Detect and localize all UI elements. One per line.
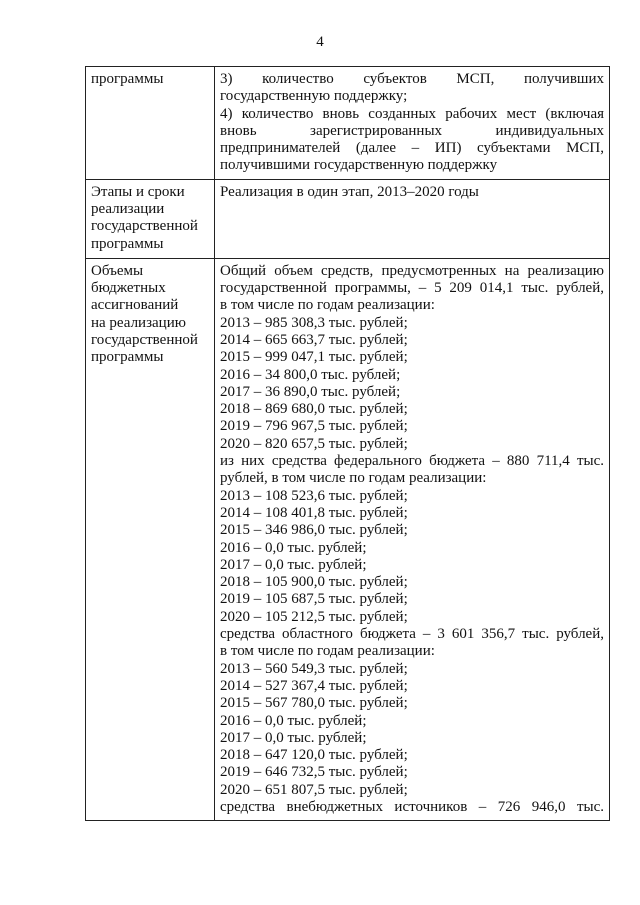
- row-label-cell: [86, 67, 215, 180]
- row-value-line: 2018 – 647 120,0 тыс. рублей;: [220, 747, 408, 764]
- table-row: [86, 67, 610, 180]
- row-label-line: государственной: [91, 218, 198, 235]
- row-value-line: 2019 – 105 687,5 тыс. рублей;: [220, 591, 408, 608]
- row-label-line: программы: [91, 71, 164, 87]
- row-label-line: программы: [91, 349, 164, 366]
- row-value-line: 2018 – 869 680,0 тыс. рублей;: [220, 401, 408, 418]
- row-label-line: ассигнований: [91, 297, 179, 314]
- row-value-cell: [215, 179, 610, 258]
- row-value-line: Реализация в один этап, 2013–2020 годы: [220, 183, 479, 200]
- row-value-line: 2014 – 527 367,4 тыс. рублей;: [220, 677, 408, 694]
- row-value-line: 2019 – 796 967,5 тыс. рублей;: [220, 418, 408, 435]
- row-value-line: 2017 – 0,0 тыс. рублей;: [220, 556, 367, 573]
- row-value-line: 2013 – 108 523,6 тыс. рублей;: [220, 487, 408, 504]
- row-label-cell: [86, 258, 215, 821]
- row-value-line: 2014 – 108 401,8 тыс. рублей;: [220, 504, 408, 521]
- row-value-line: из них средства федерального бюджета – 880 711,4 тыс.: [220, 453, 604, 470]
- row-label-cell: [86, 179, 215, 258]
- row-label-line: Этапы и сроки: [91, 183, 185, 200]
- row-value-line: получившими государственную поддержку: [220, 157, 498, 174]
- row-value-line: 2016 – 34 800,0 тыс. рублей;: [220, 366, 401, 383]
- page-number: 4: [316, 34, 324, 50]
- row-value-line: в том числе по годам реализации:: [220, 643, 435, 660]
- table-row: [86, 258, 610, 821]
- row-value-line: 2015 – 999 047,1 тыс. рублей;: [220, 349, 408, 366]
- row-value-line: 2017 – 0,0 тыс. рублей;: [220, 729, 367, 746]
- row-value-line: 3) количество субъектов МСП, получивших: [220, 71, 604, 87]
- row-value-line: 2015 – 567 780,0 тыс. рублей;: [220, 695, 408, 712]
- row-label-line: программы: [91, 235, 164, 252]
- row-label-line: реализации: [91, 201, 165, 218]
- table-row: [86, 179, 610, 258]
- program-passport-table: [85, 66, 610, 821]
- row-label-line: государственной: [91, 331, 198, 348]
- row-value-line: 2016 – 0,0 тыс. рублей;: [220, 712, 367, 729]
- row-value-line: Общий объем средств, предусмотренных на реализацию: [220, 262, 604, 279]
- row-value-line: 2015 – 346 986,0 тыс. рублей;: [220, 522, 408, 539]
- row-value-line: 2019 – 646 732,5 тыс. рублей;: [220, 764, 408, 781]
- row-value-cell: [215, 67, 610, 180]
- row-label-line: бюджетных: [91, 280, 166, 297]
- row-value-line: 4) количество вновь созданных рабочих мест (включая: [220, 105, 604, 122]
- row-label-line: Объемы: [91, 262, 144, 279]
- row-value-line: государственную поддержку;: [220, 88, 408, 105]
- row-value-line: средства внебюджетных источников – 726 946,0 тыс.: [220, 798, 604, 815]
- row-value-line: средства областного бюджета – 3 601 356,7 тыс. рублей,: [220, 626, 604, 643]
- row-value-line: рублей, в том числе по годам реализации:: [220, 470, 487, 487]
- row-value-line: государственной программы, – 5 209 014,1 тыс. рублей,: [220, 280, 604, 297]
- row-value-line: 2014 – 665 663,7 тыс. рублей;: [220, 331, 408, 348]
- row-value-cell: [215, 258, 610, 821]
- row-value-line: 2020 – 651 807,5 тыс. рублей;: [220, 781, 408, 798]
- row-value-line: 2017 – 36 890,0 тыс. рублей;: [220, 383, 401, 400]
- row-value-line: 2020 – 105 212,5 тыс. рублей;: [220, 608, 408, 625]
- row-value-line: 2018 – 105 900,0 тыс. рублей;: [220, 574, 408, 591]
- row-value-line: 2020 – 820 657,5 тыс. рублей;: [220, 435, 408, 452]
- row-value-line: 2013 – 985 308,3 тыс. рублей;: [220, 314, 408, 331]
- row-value-line: предпринимателей (далее – ИП) субъектами МСП,: [220, 140, 604, 157]
- row-value-line: вновь зарегистрированных индивидуальных: [220, 122, 604, 139]
- row-value-line: 2013 – 560 549,3 тыс. рублей;: [220, 660, 408, 677]
- row-value-line: 2016 – 0,0 тыс. рублей;: [220, 539, 367, 556]
- row-value-line: в том числе по годам реализации:: [220, 297, 435, 314]
- table-body: [86, 67, 610, 821]
- row-label-line: на реализацию: [91, 314, 186, 331]
